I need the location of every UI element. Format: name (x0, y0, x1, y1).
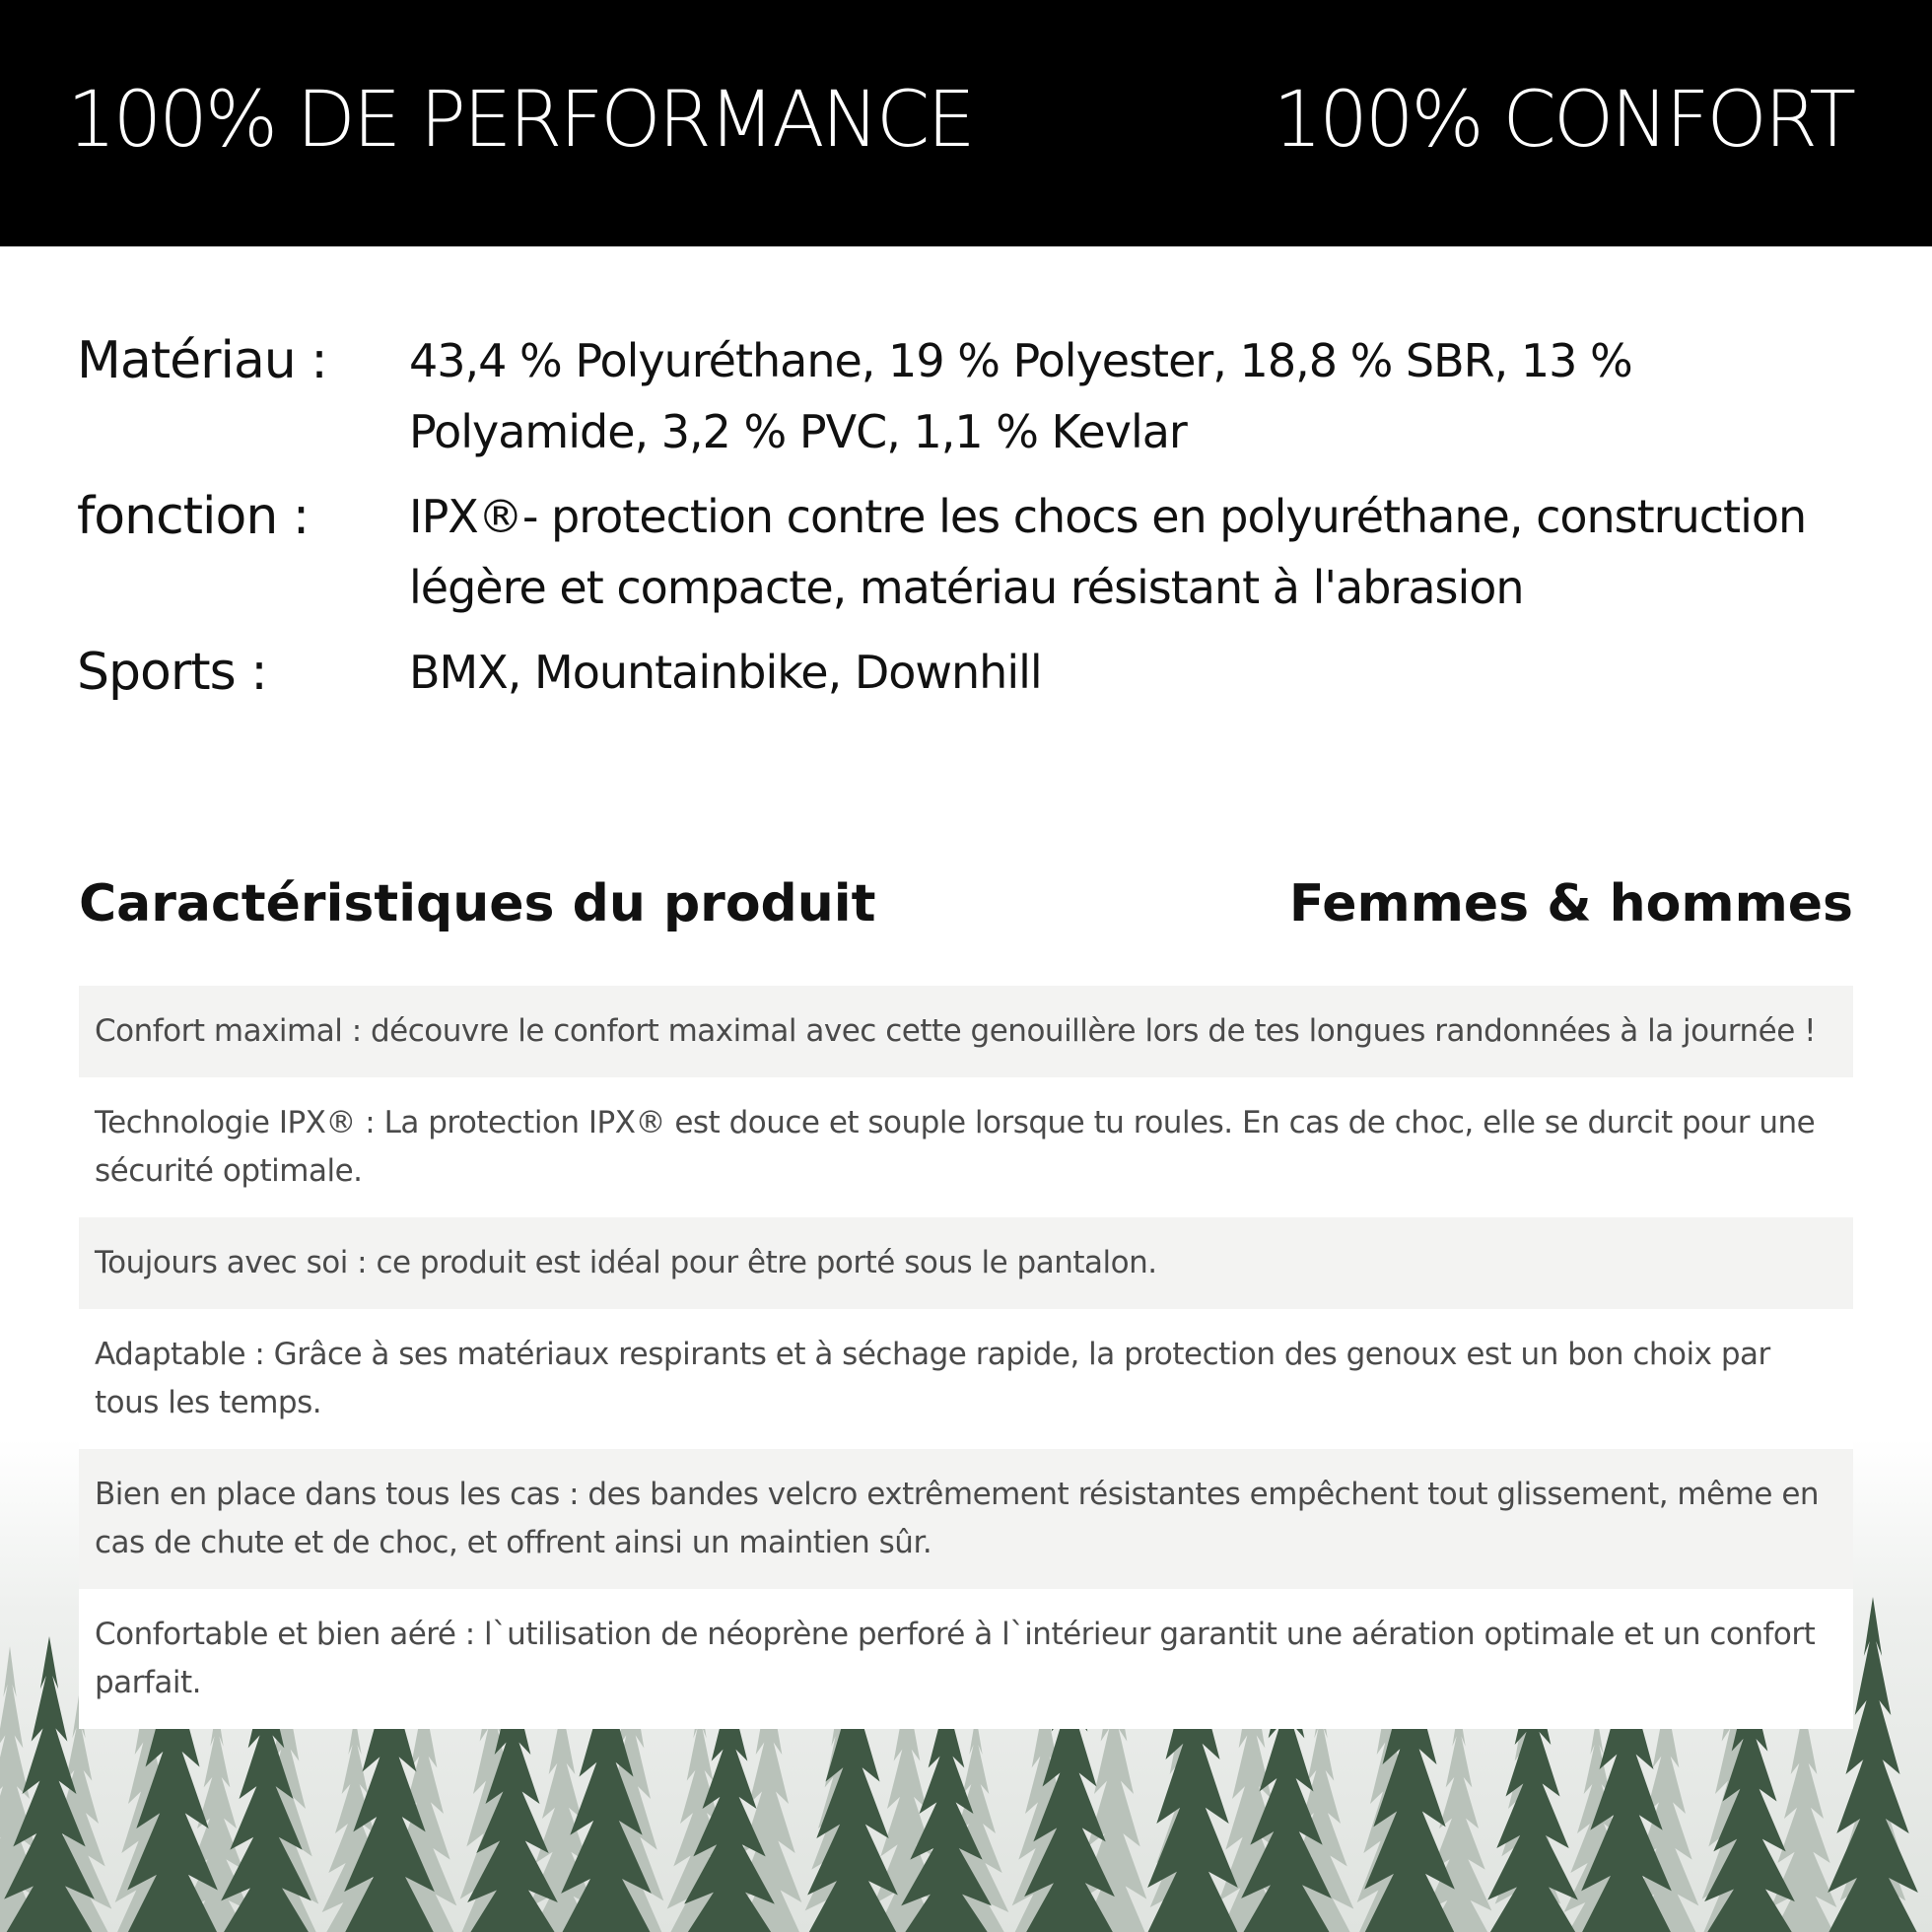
spec-row-material (77, 325, 1861, 467)
spec-value: 43,4 % Polyuréthane, 19 % Polyester, 18,8 % SBR, 13 % Polyamide, 3,2 % PVC, 1,1 % Kevlar (409, 334, 1632, 458)
spec-row-sports (77, 637, 1861, 708)
feature-item: Confortable et bien aéré : l`utilisation de néoprène perforé à l`intérieur garantit une aération optimale et un confort parfait. (79, 1589, 1853, 1729)
header-performance-text: 100% DE PERFORMANCE (67, 76, 973, 165)
feature-list (79, 986, 1853, 1729)
spec-label: Sports : (77, 643, 267, 702)
feature-item: Confort maximal : découvre le confort maximal avec cette genouillère lors de tes longues randonnées à la journée ! (79, 986, 1853, 1077)
spec-row-function (77, 481, 1861, 623)
audience-heading: Femmes & hommes (1288, 874, 1853, 933)
spec-value: IPX®- protection contre les chocs en polyuréthane, construction légère et compacte, matériau résistant à l'abrasion (409, 490, 1807, 614)
header-banner (0, 0, 1932, 246)
spec-table (77, 325, 1861, 722)
feature-item: Technologie IPX® : La protection IPX® est douce et souple lorsque tu roules. En cas de choc, elle se durcit pour une sécurité optimale. (79, 1077, 1853, 1217)
header-comfort-text: 100% CONFORT (1273, 76, 1853, 165)
feature-item: Adaptable : Grâce à ses matériaux respirants et à séchage rapide, la protection des genoux est un bon choix par tous les temps. (79, 1309, 1853, 1449)
feature-item: Toujours avec soi : ce produit est idéal pour être porté sous le pantalon. (79, 1217, 1853, 1309)
spec-value: BMX, Mountainbike, Downhill (409, 646, 1042, 699)
features-heading: Caractéristiques du produit (79, 874, 876, 933)
spec-label: fonction : (77, 487, 310, 546)
spec-label: Matériau : (77, 331, 327, 390)
feature-item: Bien en place dans tous les cas : des bandes velcro extrêmement résistantes empêchent tout glissement, même en cas de chute et de choc, et offrent ainsi un maintien sûr. (79, 1449, 1853, 1589)
